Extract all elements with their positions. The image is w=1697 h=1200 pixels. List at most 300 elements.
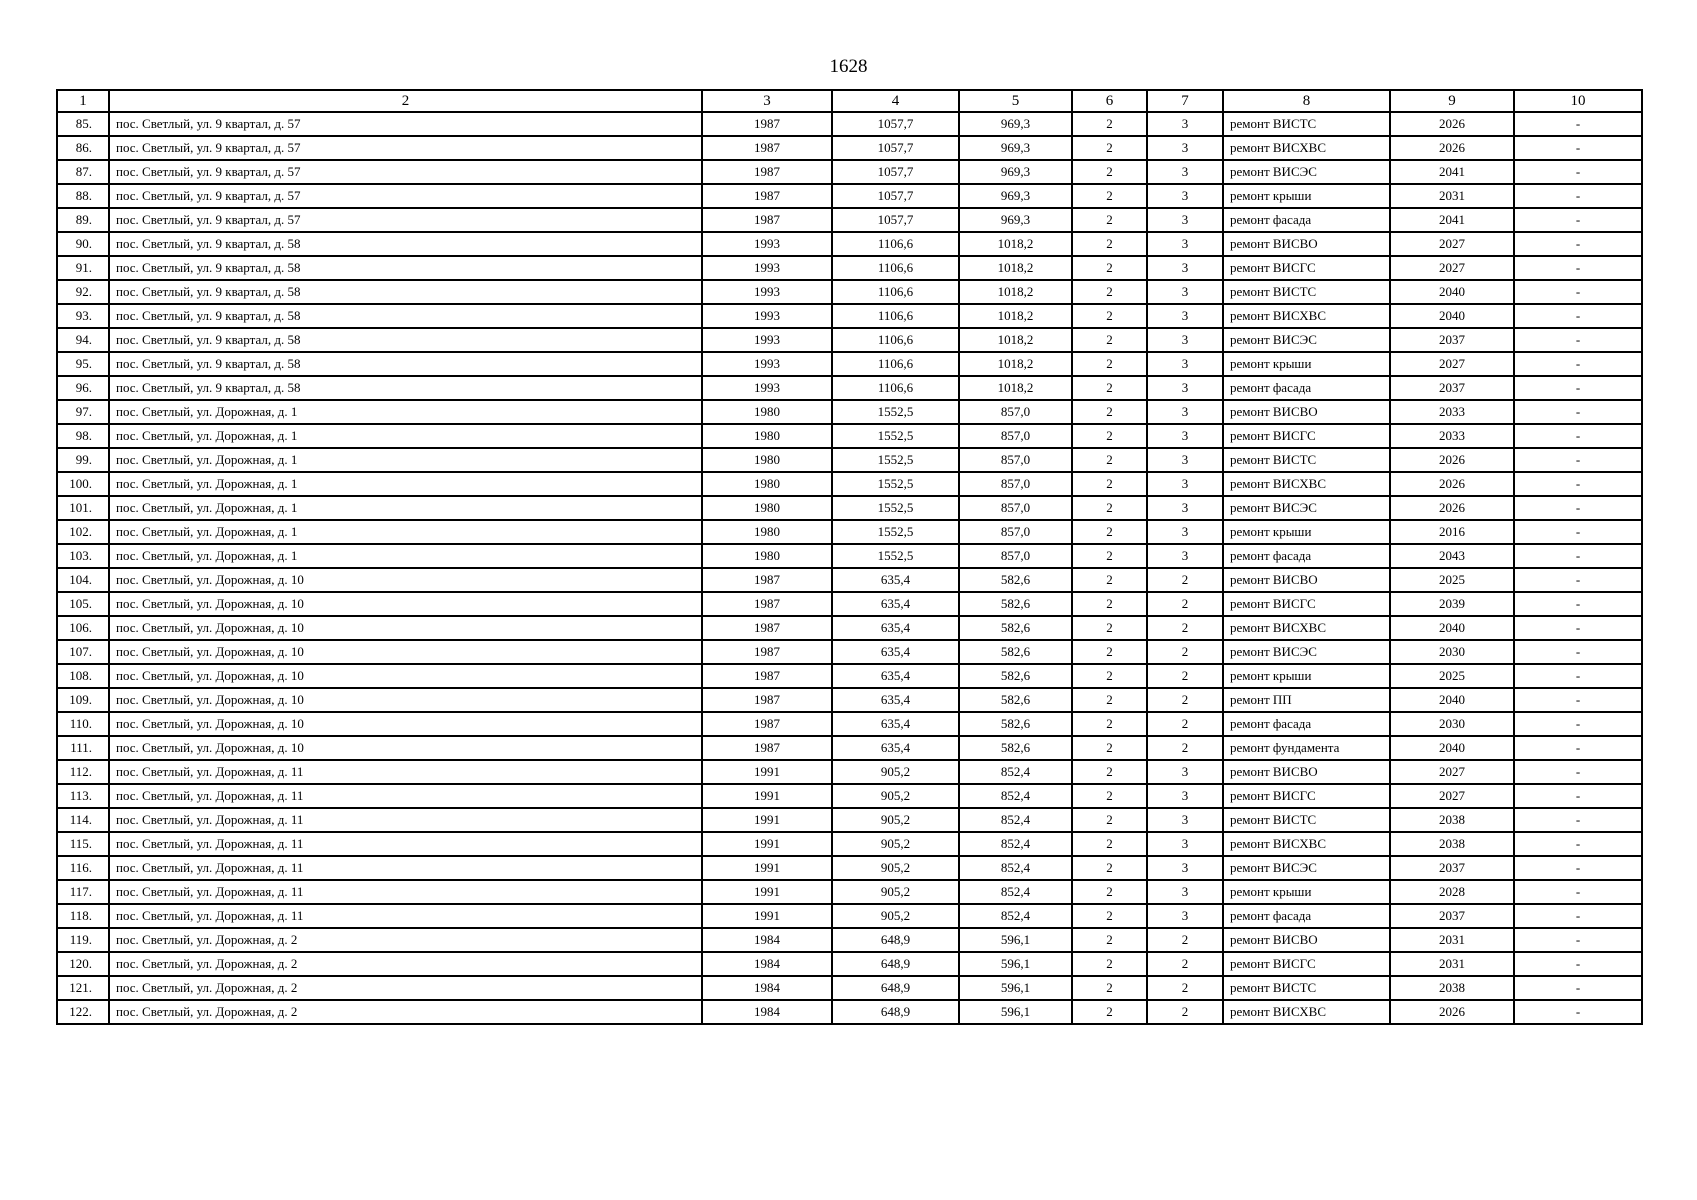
cell-total-area: 1552,5 xyxy=(832,448,959,472)
cell-note: - xyxy=(1514,1000,1642,1024)
cell-work-type: ремонт ВИСВО xyxy=(1223,760,1390,784)
cell-total-area: 1552,5 xyxy=(832,520,959,544)
cell-living-area: 969,3 xyxy=(959,184,1072,208)
column-header-9: 9 xyxy=(1390,90,1514,112)
cell-work-type: ремонт ВИСТС xyxy=(1223,976,1390,1000)
cell-planned-year: 2041 xyxy=(1390,160,1514,184)
cell-row-number: 113. xyxy=(57,784,109,808)
cell-note: - xyxy=(1514,616,1642,640)
cell-row-number: 108. xyxy=(57,664,109,688)
cell-address: пос. Светлый, ул. 9 квартал, д. 57 xyxy=(109,160,702,184)
cell-note: - xyxy=(1514,784,1642,808)
cell-address: пос. Светлый, ул. Дорожная, д. 2 xyxy=(109,976,702,1000)
cell-note: - xyxy=(1514,568,1642,592)
cell-planned-year: 2038 xyxy=(1390,832,1514,856)
table-header-row xyxy=(57,90,1642,112)
cell-living-area: 852,4 xyxy=(959,880,1072,904)
table-row xyxy=(57,400,1642,424)
cell-note: - xyxy=(1514,448,1642,472)
cell-address: пос. Светлый, ул. Дорожная, д. 1 xyxy=(109,544,702,568)
table-row xyxy=(57,880,1642,904)
cell-living-area: 857,0 xyxy=(959,520,1072,544)
cell-address: пос. Светлый, ул. Дорожная, д. 1 xyxy=(109,520,702,544)
cell-living-area: 857,0 xyxy=(959,424,1072,448)
cell-floors: 2 xyxy=(1072,616,1147,640)
cell-note: - xyxy=(1514,472,1642,496)
cell-year-built: 1984 xyxy=(702,976,832,1000)
cell-note: - xyxy=(1514,160,1642,184)
cell-total-area: 1552,5 xyxy=(832,544,959,568)
cell-address: пос. Светлый, ул. 9 квартал, д. 58 xyxy=(109,304,702,328)
cell-floors: 2 xyxy=(1072,160,1147,184)
cell-address: пос. Светлый, ул. 9 квартал, д. 57 xyxy=(109,184,702,208)
cell-planned-year: 2043 xyxy=(1390,544,1514,568)
cell-work-type: ремонт фасада xyxy=(1223,712,1390,736)
cell-row-number: 91. xyxy=(57,256,109,280)
cell-living-area: 857,0 xyxy=(959,400,1072,424)
cell-address: пос. Светлый, ул. 9 квартал, д. 58 xyxy=(109,352,702,376)
cell-year-built: 1993 xyxy=(702,256,832,280)
cell-work-type: ремонт ВИСХВС xyxy=(1223,472,1390,496)
cell-entrances: 3 xyxy=(1147,784,1223,808)
cell-note: - xyxy=(1514,808,1642,832)
cell-entrances: 3 xyxy=(1147,352,1223,376)
cell-row-number: 122. xyxy=(57,1000,109,1024)
cell-year-built: 1984 xyxy=(702,1000,832,1024)
cell-row-number: 120. xyxy=(57,952,109,976)
cell-planned-year: 2040 xyxy=(1390,688,1514,712)
table-row xyxy=(57,472,1642,496)
cell-entrances: 3 xyxy=(1147,184,1223,208)
cell-floors: 2 xyxy=(1072,400,1147,424)
cell-entrances: 3 xyxy=(1147,808,1223,832)
cell-address: пос. Светлый, ул. 9 квартал, д. 58 xyxy=(109,376,702,400)
cell-note: - xyxy=(1514,664,1642,688)
table-row xyxy=(57,352,1642,376)
cell-note: - xyxy=(1514,928,1642,952)
cell-planned-year: 2040 xyxy=(1390,616,1514,640)
cell-entrances: 2 xyxy=(1147,976,1223,1000)
cell-year-built: 1980 xyxy=(702,400,832,424)
cell-total-area: 635,4 xyxy=(832,568,959,592)
cell-total-area: 1106,6 xyxy=(832,256,959,280)
cell-note: - xyxy=(1514,520,1642,544)
table-row xyxy=(57,736,1642,760)
cell-floors: 2 xyxy=(1072,808,1147,832)
table-row xyxy=(57,904,1642,928)
cell-row-number: 88. xyxy=(57,184,109,208)
cell-planned-year: 2016 xyxy=(1390,520,1514,544)
cell-note: - xyxy=(1514,760,1642,784)
cell-year-built: 1987 xyxy=(702,616,832,640)
table-row xyxy=(57,688,1642,712)
cell-floors: 2 xyxy=(1072,904,1147,928)
cell-address: пос. Светлый, ул. Дорожная, д. 10 xyxy=(109,736,702,760)
cell-planned-year: 2026 xyxy=(1390,136,1514,160)
table-row xyxy=(57,568,1642,592)
cell-entrances: 3 xyxy=(1147,112,1223,136)
cell-living-area: 969,3 xyxy=(959,136,1072,160)
cell-floors: 2 xyxy=(1072,448,1147,472)
cell-planned-year: 2026 xyxy=(1390,448,1514,472)
cell-note: - xyxy=(1514,712,1642,736)
cell-entrances: 3 xyxy=(1147,760,1223,784)
cell-year-built: 1991 xyxy=(702,904,832,928)
cell-living-area: 596,1 xyxy=(959,976,1072,1000)
cell-living-area: 852,4 xyxy=(959,856,1072,880)
table-row xyxy=(57,976,1642,1000)
cell-total-area: 635,4 xyxy=(832,616,959,640)
cell-planned-year: 2031 xyxy=(1390,928,1514,952)
cell-work-type: ремонт крыши xyxy=(1223,352,1390,376)
cell-floors: 2 xyxy=(1072,208,1147,232)
cell-note: - xyxy=(1514,352,1642,376)
table-row xyxy=(57,1000,1642,1024)
table-row xyxy=(57,328,1642,352)
cell-floors: 2 xyxy=(1072,640,1147,664)
table-row xyxy=(57,304,1642,328)
cell-work-type: ремонт крыши xyxy=(1223,880,1390,904)
cell-total-area: 1552,5 xyxy=(832,400,959,424)
cell-address: пос. Светлый, ул. Дорожная, д. 11 xyxy=(109,808,702,832)
cell-planned-year: 2037 xyxy=(1390,904,1514,928)
cell-note: - xyxy=(1514,328,1642,352)
cell-note: - xyxy=(1514,496,1642,520)
cell-work-type: ремонт ВИСТС xyxy=(1223,112,1390,136)
cell-row-number: 110. xyxy=(57,712,109,736)
cell-address: пос. Светлый, ул. Дорожная, д. 11 xyxy=(109,856,702,880)
cell-work-type: ремонт ВИСЭС xyxy=(1223,160,1390,184)
cell-note: - xyxy=(1514,736,1642,760)
cell-living-area: 1018,2 xyxy=(959,232,1072,256)
cell-row-number: 116. xyxy=(57,856,109,880)
cell-living-area: 969,3 xyxy=(959,160,1072,184)
cell-year-built: 1987 xyxy=(702,640,832,664)
cell-year-built: 1984 xyxy=(702,952,832,976)
cell-living-area: 969,3 xyxy=(959,112,1072,136)
table-row xyxy=(57,184,1642,208)
cell-work-type: ремонт ПП xyxy=(1223,688,1390,712)
cell-floors: 2 xyxy=(1072,304,1147,328)
cell-year-built: 1987 xyxy=(702,568,832,592)
cell-entrances: 3 xyxy=(1147,328,1223,352)
cell-living-area: 582,6 xyxy=(959,640,1072,664)
cell-row-number: 89. xyxy=(57,208,109,232)
cell-entrances: 3 xyxy=(1147,832,1223,856)
cell-work-type: ремонт ВИСГС xyxy=(1223,952,1390,976)
cell-living-area: 852,4 xyxy=(959,832,1072,856)
cell-year-built: 1987 xyxy=(702,208,832,232)
cell-year-built: 1991 xyxy=(702,760,832,784)
table-row xyxy=(57,232,1642,256)
cell-year-built: 1993 xyxy=(702,328,832,352)
cell-entrances: 3 xyxy=(1147,160,1223,184)
cell-floors: 2 xyxy=(1072,664,1147,688)
cell-year-built: 1980 xyxy=(702,424,832,448)
cell-year-built: 1993 xyxy=(702,352,832,376)
cell-total-area: 648,9 xyxy=(832,928,959,952)
cell-row-number: 94. xyxy=(57,328,109,352)
cell-planned-year: 2040 xyxy=(1390,304,1514,328)
cell-planned-year: 2039 xyxy=(1390,592,1514,616)
column-header-6: 6 xyxy=(1072,90,1147,112)
table-row xyxy=(57,832,1642,856)
cell-total-area: 648,9 xyxy=(832,976,959,1000)
cell-row-number: 121. xyxy=(57,976,109,1000)
cell-address: пос. Светлый, ул. Дорожная, д. 2 xyxy=(109,928,702,952)
table-row xyxy=(57,520,1642,544)
cell-work-type: ремонт ВИСХВС xyxy=(1223,304,1390,328)
repair-schedule-table xyxy=(56,89,1643,1025)
cell-entrances: 3 xyxy=(1147,400,1223,424)
cell-planned-year: 2028 xyxy=(1390,880,1514,904)
cell-note: - xyxy=(1514,208,1642,232)
cell-living-area: 582,6 xyxy=(959,664,1072,688)
cell-total-area: 1057,7 xyxy=(832,208,959,232)
cell-row-number: 105. xyxy=(57,592,109,616)
cell-planned-year: 2027 xyxy=(1390,352,1514,376)
cell-planned-year: 2041 xyxy=(1390,208,1514,232)
cell-row-number: 106. xyxy=(57,616,109,640)
cell-planned-year: 2027 xyxy=(1390,784,1514,808)
cell-address: пос. Светлый, ул. 9 квартал, д. 58 xyxy=(109,328,702,352)
cell-work-type: ремонт ВИСХВС xyxy=(1223,832,1390,856)
cell-work-type: ремонт ВИСХВС xyxy=(1223,136,1390,160)
cell-entrances: 3 xyxy=(1147,496,1223,520)
table-row xyxy=(57,424,1642,448)
cell-work-type: ремонт фундамента xyxy=(1223,736,1390,760)
cell-entrances: 3 xyxy=(1147,280,1223,304)
cell-floors: 2 xyxy=(1072,520,1147,544)
cell-row-number: 86. xyxy=(57,136,109,160)
cell-living-area: 852,4 xyxy=(959,808,1072,832)
cell-total-area: 635,4 xyxy=(832,736,959,760)
cell-total-area: 1552,5 xyxy=(832,496,959,520)
cell-entrances: 3 xyxy=(1147,544,1223,568)
cell-address: пос. Светлый, ул. Дорожная, д. 11 xyxy=(109,904,702,928)
table-row xyxy=(57,544,1642,568)
cell-living-area: 1018,2 xyxy=(959,280,1072,304)
cell-address: пос. Светлый, ул. Дорожная, д. 10 xyxy=(109,592,702,616)
cell-entrances: 2 xyxy=(1147,712,1223,736)
table-row xyxy=(57,616,1642,640)
cell-work-type: ремонт фасада xyxy=(1223,376,1390,400)
cell-row-number: 90. xyxy=(57,232,109,256)
cell-floors: 2 xyxy=(1072,832,1147,856)
cell-floors: 2 xyxy=(1072,952,1147,976)
table-row xyxy=(57,856,1642,880)
cell-total-area: 1106,6 xyxy=(832,232,959,256)
cell-row-number: 118. xyxy=(57,904,109,928)
cell-note: - xyxy=(1514,640,1642,664)
cell-living-area: 582,6 xyxy=(959,568,1072,592)
page-number: 1628 xyxy=(829,56,868,77)
cell-entrances: 2 xyxy=(1147,736,1223,760)
cell-address: пос. Светлый, ул. 9 квартал, д. 58 xyxy=(109,256,702,280)
cell-note: - xyxy=(1514,424,1642,448)
cell-total-area: 1057,7 xyxy=(832,184,959,208)
cell-work-type: ремонт фасада xyxy=(1223,904,1390,928)
cell-work-type: ремонт ВИСТС xyxy=(1223,280,1390,304)
cell-entrances: 3 xyxy=(1147,472,1223,496)
cell-note: - xyxy=(1514,232,1642,256)
cell-row-number: 98. xyxy=(57,424,109,448)
cell-year-built: 1991 xyxy=(702,856,832,880)
cell-total-area: 1057,7 xyxy=(832,136,959,160)
table-row xyxy=(57,952,1642,976)
cell-total-area: 1552,5 xyxy=(832,424,959,448)
cell-work-type: ремонт ВИСВО xyxy=(1223,400,1390,424)
cell-floors: 2 xyxy=(1072,136,1147,160)
cell-total-area: 648,9 xyxy=(832,952,959,976)
cell-year-built: 1987 xyxy=(702,592,832,616)
cell-note: - xyxy=(1514,592,1642,616)
cell-total-area: 905,2 xyxy=(832,904,959,928)
cell-row-number: 100. xyxy=(57,472,109,496)
cell-floors: 2 xyxy=(1072,688,1147,712)
cell-work-type: ремонт крыши xyxy=(1223,664,1390,688)
cell-total-area: 1057,7 xyxy=(832,160,959,184)
cell-planned-year: 2037 xyxy=(1390,328,1514,352)
cell-address: пос. Светлый, ул. Дорожная, д. 1 xyxy=(109,424,702,448)
column-header-7: 7 xyxy=(1147,90,1223,112)
cell-planned-year: 2026 xyxy=(1390,112,1514,136)
cell-total-area: 905,2 xyxy=(832,760,959,784)
cell-total-area: 905,2 xyxy=(832,832,959,856)
cell-row-number: 115. xyxy=(57,832,109,856)
column-header-4: 4 xyxy=(832,90,959,112)
cell-entrances: 2 xyxy=(1147,1000,1223,1024)
cell-entrances: 2 xyxy=(1147,688,1223,712)
cell-living-area: 582,6 xyxy=(959,712,1072,736)
cell-address: пос. Светлый, ул. Дорожная, д. 10 xyxy=(109,688,702,712)
cell-work-type: ремонт фасада xyxy=(1223,544,1390,568)
cell-floors: 2 xyxy=(1072,1000,1147,1024)
cell-living-area: 1018,2 xyxy=(959,328,1072,352)
cell-entrances: 3 xyxy=(1147,856,1223,880)
cell-total-area: 635,4 xyxy=(832,688,959,712)
cell-note: - xyxy=(1514,544,1642,568)
cell-year-built: 1993 xyxy=(702,376,832,400)
table-row xyxy=(57,376,1642,400)
column-header-10: 10 xyxy=(1514,90,1642,112)
cell-address: пос. Светлый, ул. Дорожная, д. 10 xyxy=(109,712,702,736)
cell-floors: 2 xyxy=(1072,472,1147,496)
cell-floors: 2 xyxy=(1072,496,1147,520)
cell-entrances: 3 xyxy=(1147,232,1223,256)
cell-work-type: ремонт ВИСЭС xyxy=(1223,640,1390,664)
cell-year-built: 1993 xyxy=(702,304,832,328)
cell-entrances: 3 xyxy=(1147,136,1223,160)
cell-floors: 2 xyxy=(1072,760,1147,784)
cell-work-type: ремонт ВИСГС xyxy=(1223,592,1390,616)
cell-note: - xyxy=(1514,400,1642,424)
cell-living-area: 596,1 xyxy=(959,1000,1072,1024)
cell-row-number: 93. xyxy=(57,304,109,328)
cell-year-built: 1980 xyxy=(702,520,832,544)
column-header-5: 5 xyxy=(959,90,1072,112)
cell-address: пос. Светлый, ул. Дорожная, д. 11 xyxy=(109,784,702,808)
cell-note: - xyxy=(1514,688,1642,712)
cell-total-area: 635,4 xyxy=(832,640,959,664)
cell-living-area: 1018,2 xyxy=(959,256,1072,280)
cell-year-built: 1980 xyxy=(702,496,832,520)
cell-living-area: 582,6 xyxy=(959,592,1072,616)
cell-entrances: 2 xyxy=(1147,664,1223,688)
cell-year-built: 1991 xyxy=(702,880,832,904)
cell-total-area: 905,2 xyxy=(832,784,959,808)
cell-floors: 2 xyxy=(1072,352,1147,376)
cell-planned-year: 2030 xyxy=(1390,640,1514,664)
cell-floors: 2 xyxy=(1072,928,1147,952)
cell-floors: 2 xyxy=(1072,280,1147,304)
cell-note: - xyxy=(1514,112,1642,136)
cell-living-area: 857,0 xyxy=(959,496,1072,520)
cell-address: пос. Светлый, ул. Дорожная, д. 1 xyxy=(109,496,702,520)
table-row xyxy=(57,136,1642,160)
cell-work-type: ремонт ВИСГС xyxy=(1223,784,1390,808)
cell-floors: 2 xyxy=(1072,880,1147,904)
cell-entrances: 3 xyxy=(1147,880,1223,904)
cell-floors: 2 xyxy=(1072,424,1147,448)
cell-address: пос. Светлый, ул. Дорожная, д. 2 xyxy=(109,1000,702,1024)
cell-planned-year: 2033 xyxy=(1390,424,1514,448)
cell-work-type: ремонт ВИСЭС xyxy=(1223,328,1390,352)
cell-floors: 2 xyxy=(1072,784,1147,808)
cell-year-built: 1991 xyxy=(702,808,832,832)
cell-address: пос. Светлый, ул. 9 квартал, д. 57 xyxy=(109,208,702,232)
cell-entrances: 3 xyxy=(1147,256,1223,280)
cell-note: - xyxy=(1514,856,1642,880)
cell-planned-year: 2026 xyxy=(1390,1000,1514,1024)
cell-floors: 2 xyxy=(1072,376,1147,400)
cell-note: - xyxy=(1514,136,1642,160)
cell-planned-year: 2025 xyxy=(1390,568,1514,592)
table-row xyxy=(57,640,1642,664)
cell-address: пос. Светлый, ул. Дорожная, д. 1 xyxy=(109,400,702,424)
cell-floors: 2 xyxy=(1072,328,1147,352)
cell-floors: 2 xyxy=(1072,592,1147,616)
table-row xyxy=(57,112,1642,136)
cell-planned-year: 2037 xyxy=(1390,856,1514,880)
table-row xyxy=(57,280,1642,304)
cell-total-area: 635,4 xyxy=(832,664,959,688)
cell-year-built: 1991 xyxy=(702,784,832,808)
cell-note: - xyxy=(1514,880,1642,904)
cell-address: пос. Светлый, ул. 9 квартал, д. 57 xyxy=(109,136,702,160)
cell-total-area: 1106,6 xyxy=(832,328,959,352)
cell-living-area: 582,6 xyxy=(959,616,1072,640)
table-row xyxy=(57,256,1642,280)
cell-entrances: 3 xyxy=(1147,424,1223,448)
cell-living-area: 596,1 xyxy=(959,928,1072,952)
cell-note: - xyxy=(1514,952,1642,976)
column-header-1: 1 xyxy=(57,90,109,112)
table-row xyxy=(57,712,1642,736)
cell-entrances: 2 xyxy=(1147,616,1223,640)
cell-year-built: 1987 xyxy=(702,688,832,712)
cell-row-number: 111. xyxy=(57,736,109,760)
cell-planned-year: 2040 xyxy=(1390,280,1514,304)
cell-year-built: 1980 xyxy=(702,448,832,472)
cell-planned-year: 2026 xyxy=(1390,496,1514,520)
cell-entrances: 2 xyxy=(1147,592,1223,616)
table-row xyxy=(57,160,1642,184)
cell-planned-year: 2037 xyxy=(1390,376,1514,400)
column-header-3: 3 xyxy=(702,90,832,112)
table-row xyxy=(57,928,1642,952)
cell-living-area: 1018,2 xyxy=(959,352,1072,376)
